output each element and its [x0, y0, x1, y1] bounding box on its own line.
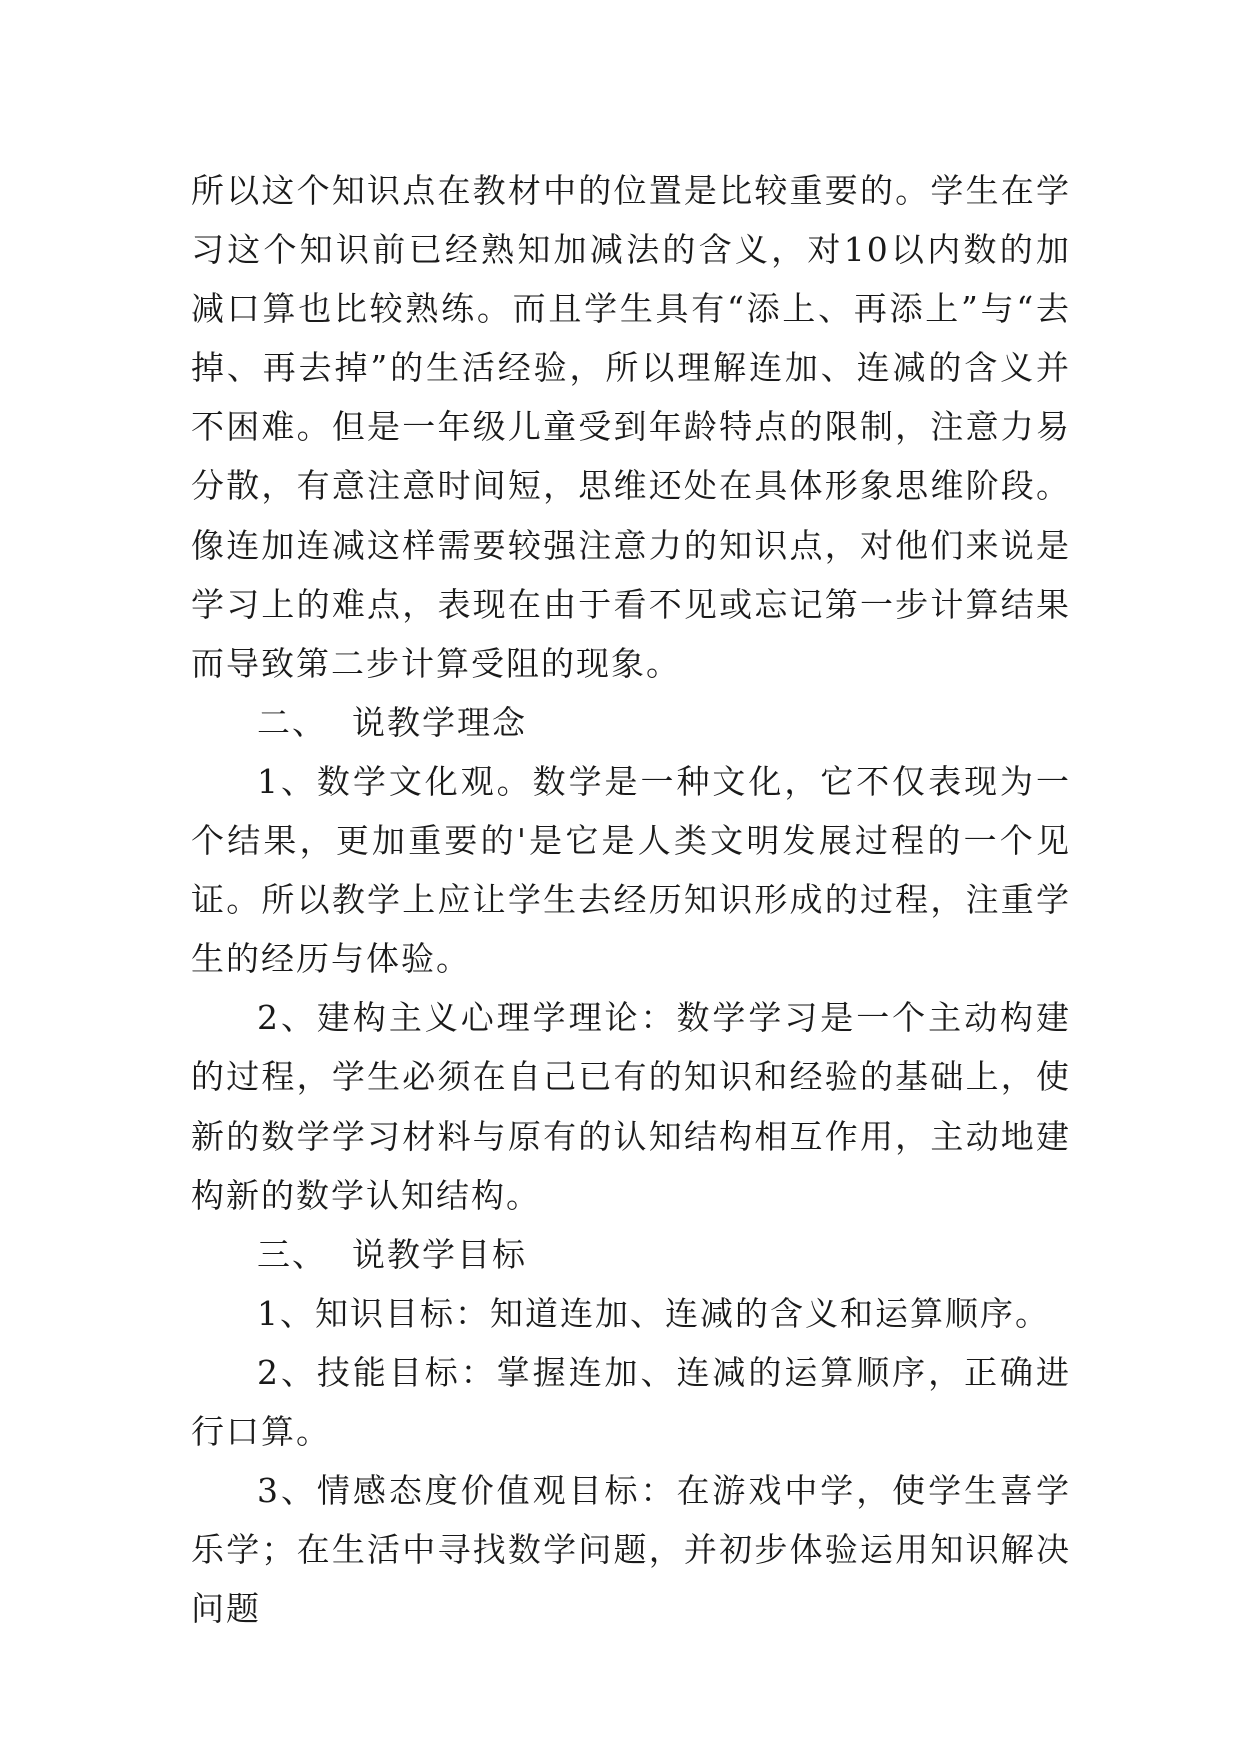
paragraph-knowledge-goal: 1、知识目标：知道连加、连减的含义和运算顺序。	[257, 1293, 1050, 1333]
paragraph-skill-goal: 2、技能目标：掌握连加、连减的运算顺序，正确进行口算。	[191, 1352, 1071, 1451]
section-heading-teaching-philosophy: 二、 说教学理念	[257, 702, 527, 742]
section-heading-teaching-goals: 三、 说教学目标	[257, 1234, 527, 1274]
paragraph-analysis: 所以这个知识点在教材中的位置是比较重要的。学生在学习这个知识前已经熟知加减法的含义，对10以内数的加减口算也比较熟练。而且学生具有“添上、再添上”与“去掉、再去掉”的生活经验，所以理解连加、连减的含义并不困难。但是一年级儿童受到年龄特点的限制，注意力易分散，有意注意时间短，思维还处在具体形象思维阶段。像连加连减这样需要较强注意力的知识点，对他们来说是学习上的难点，表现在由于看不见或忘记第一步计算结果而导致第二步计算受阻的现象。	[191, 171, 1071, 683]
document-body	[191, 161, 1071, 1638]
paragraph-attitude-goal: 3、情感态度价值观目标：在游戏中学，使学生喜学乐学；在生活中寻找数学问题，并初步体验运用知识解决问题	[191, 1471, 1071, 1629]
paragraph-constructivism: 2、建构主义心理学理论：数学学习是一个主动构建的过程，学生必须在自己已有的知识和经验的基础上，使新的数学学习材料与原有的认知结构相互作用，主动地建构新的数学认知结构。	[191, 998, 1071, 1215]
paragraph-math-culture: 1、数学文化观。数学是一种文化，它不仅表现为一个结果，更加重要的'是它是人类文明发展过程的一个见证。所以教学上应让学生去经历知识形成的过程，注重学生的经历与体验。	[191, 761, 1071, 979]
